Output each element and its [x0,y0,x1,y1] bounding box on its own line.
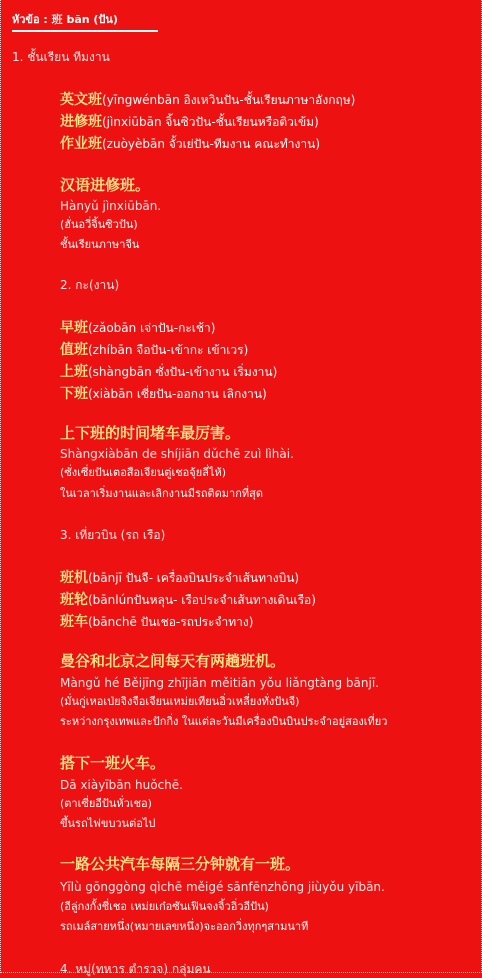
example-pinyin: Yīlù gōnggòng qìchē měigé sānfēnzhōng jiùyǒu yībān. [60,880,385,894]
example-pinyin: Dā xiàyībān huǒchē. [60,778,183,792]
vocab-item [60,362,277,381]
example-translation: ในเวลาเริ่มงานและเลิกงานมีรถติดมากที่สุด [60,487,264,500]
example-translation: ขึ้นรถไฟขบวนต่อไป [60,817,156,830]
vocab-item [60,318,215,337]
vocab-item [60,612,253,631]
vocab-item [60,90,355,109]
section-heading: 4. หมู่(ทหาร ตำรวจ) กลุ่มคน [60,962,211,976]
vocab-detail: (zǎobān เจ่าปัน-กะเช้า) [88,321,216,335]
vocab-hanzi: 班机 [60,570,88,586]
vocab-detail: (xiàbān เซี่ยปัน-ออกงาน เลิกงาน) [88,387,267,401]
example-reading: (ซั่งเซี่ยปันเตอสือเจียนตู่เชอจุ้ยลี่ไห้) [60,466,226,479]
vocab-hanzi: 下班 [60,386,88,402]
vocab-detail: (zuòyèbān จั้วเย่ปัน-ทีมงาน คณะทำงาน) [102,137,321,151]
section-heading: 3. เที่ยวบิน (รถ เรือ) [60,528,166,542]
section-heading: 2. กะ(งาน) [60,278,120,292]
vocab-item [60,590,316,609]
vocab-hanzi: 英文班 [60,92,102,108]
example-reading: (ตาเซี่ยอีปันหั่วเชอ) [60,797,152,810]
example-chinese: 上下班的时间堵车最厉害。 [60,424,241,442]
example-chinese: 曼谷和北京之间每天有两趟班机。 [60,652,286,670]
vocab-detail: (jìnxiūbān จิ้นซิวปัน-ชั้นเรียนหรือติวเข้ม) [102,115,319,129]
vocab-hanzi: 班车 [60,614,88,630]
vocab-item [60,112,319,131]
vocab-detail: (bānjī ปันจี- เครื่องบินประจำเส้นทางบิน) [88,571,300,585]
example-chinese: 汉语进修班。 [60,176,151,194]
example-reading: (ฮั่นอวี่จิ้นซิวปัน) [60,218,138,231]
example-translation: ระหว่างกรุงเทพและปักกิ่ง ในแต่ละวันมีเครื่องบินบินประจำอยู่สองเที่ยว [60,715,388,728]
example-translation: ชั้นเรียนภาษาจีน [60,238,140,251]
vocab-detail: (bānlúnปันหลุน- เรือประจำเส้นทางเดินเรือ) [88,593,316,607]
vocab-item [60,134,320,153]
vocab-detail: (bānchē ปันเชอ-รถประจำทาง) [88,615,254,629]
vocab-detail: (zhíbān จือปัน-เข้ากะ เข้าเวร) [88,343,249,357]
vocab-item [60,568,299,587]
vocab-detail: (yīngwénbān อิงเหวินปัน-ชั้นเรียนภาษาอังกฤษ) [102,93,356,107]
vocab-hanzi: 上班 [60,364,88,380]
vocab-item [60,384,267,403]
example-pinyin: Hànyǔ jìnxiūbān. [60,199,162,213]
example-translation: รถเมล์สายหนึ่ง(หมายเลขหนึ่ง)จะออกวิ่งทุกๆสามนาที [60,920,309,933]
example-chinese: 搭下一班火车。 [60,754,166,772]
example-reading: (มั่นกู่เหอเป่ยจิงจือเจียนเหม่ยเทียนอิ่วเหลี่ยงทั่งปันจี) [60,695,300,708]
example-reading: (อีลู่กงกั้งชี่เชอ เหม่ยเก๋อซันเฟินจงจิ้วอิ่วอีปัน) [60,900,269,913]
example-chinese: 一路公共汽车每隔三分钟就有一班。 [60,855,301,873]
example-pinyin: Shàngxiàbān de shíjiān dǔchē zuì lìhài. [60,447,294,461]
vocab-hanzi: 早班 [60,320,88,336]
vocab-item [60,340,248,359]
vocab-detail: (shàngbān ซั่งปัน-เข้างาน เริ่มงาน) [88,365,278,379]
vocab-hanzi: 进修班 [60,114,102,130]
vocab-hanzi: 班轮 [60,592,88,608]
vocab-hanzi: 作业班 [60,136,102,152]
vocab-hanzi: 值班 [60,342,88,358]
example-pinyin: Màngǔ hé Běijīng zhījiān měitiān yǒu liǎngtàng bānjī. [60,676,379,690]
topic-title: หัวข้อ : 班 bān (ปัน) [12,13,118,26]
section-heading: 1. ชั้นเรียน ทีมงาน [12,50,110,64]
